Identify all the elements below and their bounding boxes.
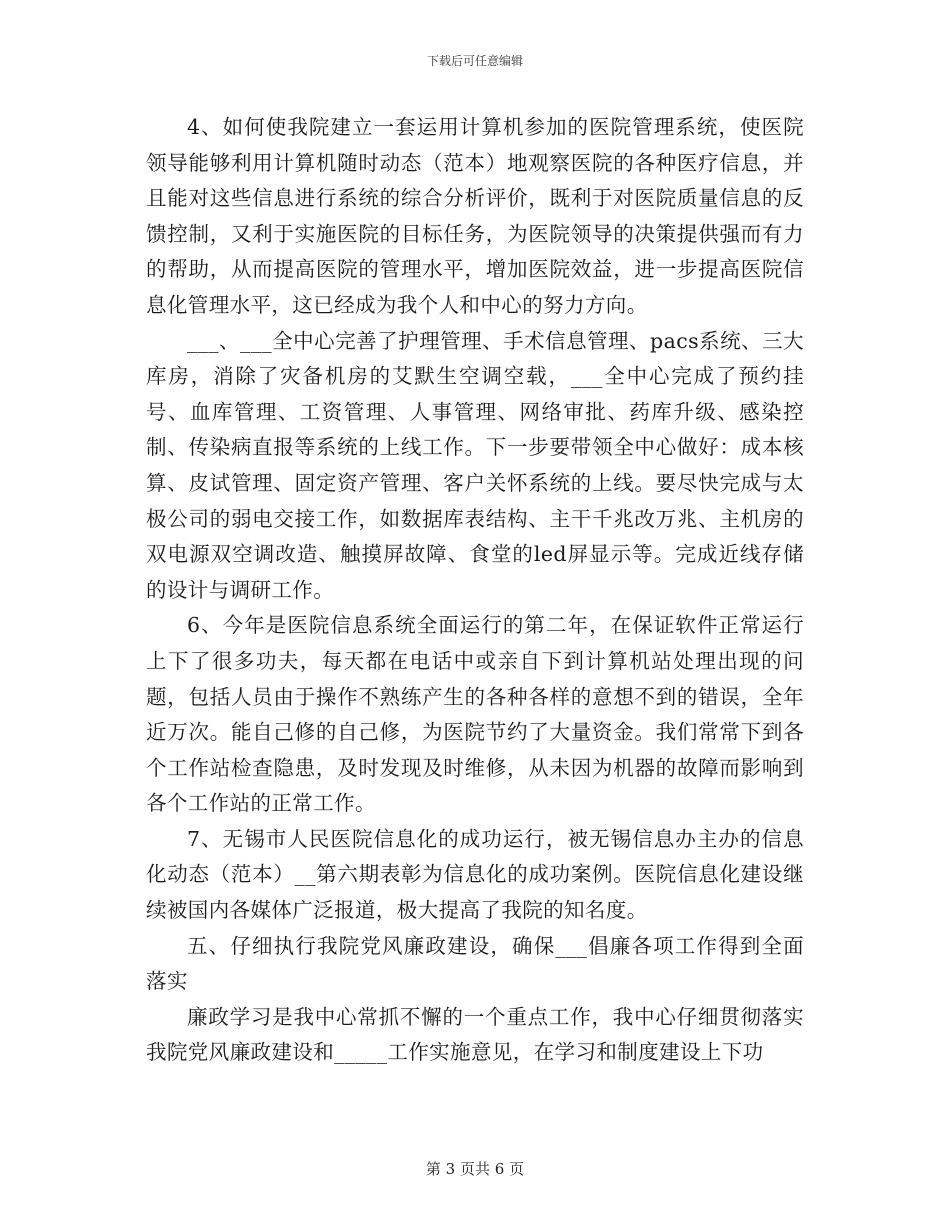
- document-body: [146, 110, 804, 1071]
- paragraph-item-5: ___、___全中心完善了护理管理、手术信息管理、pacs系统、三大库房，消除了灾备机房的艾默生空调空载，___全中心完成了预约挂号、血库管理、工资管理、人事管理、网络审批、药库升级、感染控制、传染病直报等系统的上线工作。下一步要带领全中心做好：成本核算、皮试管理、固定资产管理、客户关怀系统的上线。要尽快完成与太极公司的弱电交接工作，如数据库表结构、主干千兆改万兆、主机房的双电源双空调改造、触摸屏故障、食堂的led屏显示等。完成近线存储的设计与调研工作。: [146, 328, 804, 602]
- paragraph-item-7: 7、无锡市人民医院信息化的成功运行，被无锡信息办主办的信息化动态（范本）__第六期表彰为信息化的成功案例。医院信息化建设继续被国内各媒体广泛报道，极大提高了我院的知名度。: [146, 826, 804, 923]
- paragraph-item-6: 6、今年是医院信息系统全面运行的第二年，在保证软件正常运行上下了很多功夫，每天都在电话中或亲自下到计算机站处理出现的问题，包括人员由于操作不熟练产生的各种各样的意想不到的错误，全年近万次。能自己修的自己修，为医院节约了大量资金。我们常常下到各个工作站检查隐患，及时发现及时维修，从未因为机器的故障而影响到各个工作站的正常工作。: [146, 613, 804, 816]
- section-heading-5: 五、仔细执行我院党风廉政建设，确保___倡廉各项工作得到全面落实: [146, 933, 804, 994]
- paragraph-anti-corruption: 廉政学习是我中心常抓不懈的一个重点工作，我中心仔细贯彻落实我院党风廉政建设和_____工作实施意见，在学习和制度建设上下功: [146, 1004, 804, 1065]
- page-header-note: 下载后可任意编辑: [426, 54, 523, 68]
- page-number: 第 3 页共 6 页: [425, 1160, 525, 1178]
- paragraph-item-4: 4、如何使我院建立一套运用计算机参加的医院管理系统，使医院领导能够利用计算机随时动态（范本）地观察医院的各种医疗信息，并且能对这些信息进行系统的综合分析评价，既利于对医院质量信息的反馈控制，又利于实施医院的目标任务，为医院领导的决策提供强而有力的帮助，从而提高医院的管理水平，增加医院效益，进一步提高医院信息化管理水平，这已经成为我个人和中心的努力方向。: [146, 115, 804, 317]
